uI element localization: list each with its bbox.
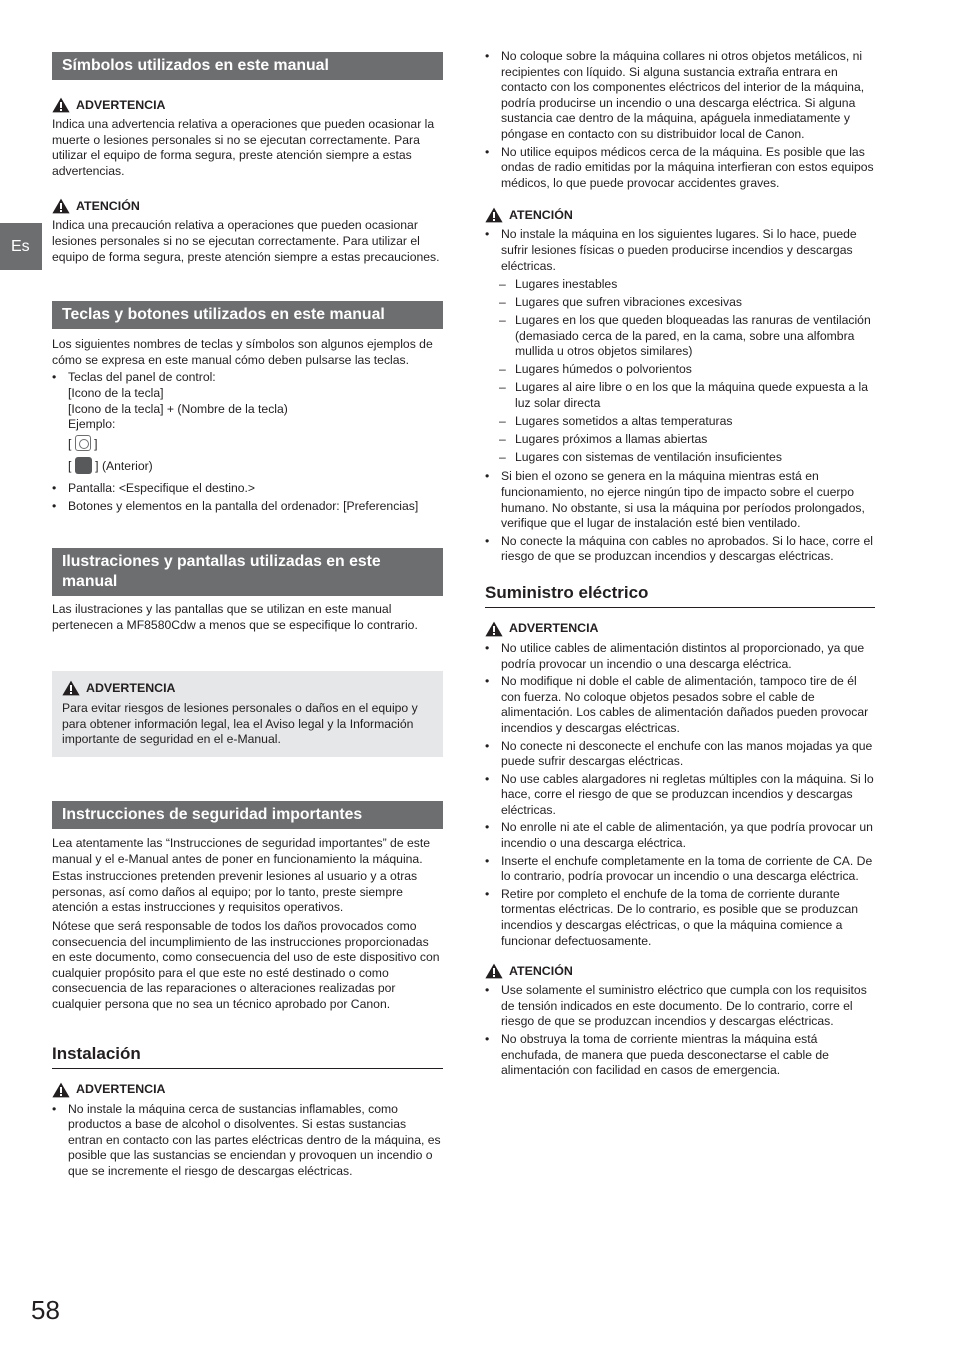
warning-label: ADVERTENCIA	[485, 621, 875, 637]
warning-triangle-icon	[52, 1082, 70, 1098]
warning-triangle-icon	[52, 97, 70, 113]
caution-triangle-icon	[485, 207, 503, 223]
caution-text: Indica una precaución relativa a operaciones que pueden ocasionar lesiones personales si no se ejecutan correctamente. Para utilizar el equipo de forma segura, preste atención siempre a estas precauciones.	[52, 218, 440, 264]
warning-box-text: Para evitar riesgos de lesiones personales o daños en el equipo y para obtener información legal, lea el Aviso legal y la Información importante de seguridad en el e-Manual.	[62, 701, 418, 747]
caution-triangle-icon	[485, 963, 503, 979]
section-heading-symbols: Símbolos utilizados en este manual	[52, 52, 443, 80]
list-item: • Inserte el enchufe completamente en la toma de corriente de CA. De lo contrario, podría provocar un incendio o una descarga eléctrica.	[485, 854, 875, 885]
warning-label: ADVERTENCIA	[52, 1082, 443, 1098]
caution-label: ATENCIÓN	[52, 198, 443, 214]
installation-warning-list	[52, 1102, 443, 1180]
places-list	[485, 277, 875, 465]
list-item: • No use cables alargadores ni regletas múltiples con la máquina. Si lo hace, corre el riesgo de que se produzcan incendios y descargas eléctricas.	[485, 772, 875, 819]
list-item: – Lugares sometidos a altas temperaturas	[499, 414, 875, 430]
list-item: – Lugares en los que queden bloqueadas las ranuras de ventilación (demasiado cerca de la pared, en la cama, sobre una alfombra mullida u otros objetos similares)	[499, 313, 875, 360]
section-heading-installation: Instalación	[52, 1043, 443, 1069]
warning-label: ADVERTENCIA	[62, 680, 433, 696]
keys-intro: Los siguientes nombres de teclas y símbolos son algunos ejemplos de cómo se expresa en este manual cómo deben pulsarse las teclas.	[52, 337, 433, 367]
list-item: • No enrolle ni ate el cable de alimentación, ya que podría provocar un incendio o una descarga eléctrica.	[485, 820, 875, 851]
list-item: • Botones y elementos en la pantalla del ordenador: [Preferencias]	[52, 499, 443, 515]
safety-paragraph-1: Lea atentamente las “Instrucciones de seguridad importantes” de este manual y el e-Manual antes de poner en funcionamiento la máquina.	[52, 836, 431, 866]
installation-caution-list	[485, 227, 875, 565]
list-item: • No utilice cables de alimentación distintos al proporcionado, ya que podría provocar un incendio o una descarga eléctrica.	[485, 641, 875, 672]
list-item: • No instale la máquina cerca de sustancias inflamables, como productos a base de alcohol o disolventes. Si estas sustancias entran en contacto con las partes eléctricas dentro de la máquina, es posible que las sustancias se enciendan y provoquen un incendio o que se incremente el riesgo de descargas eléctricas.	[52, 1102, 443, 1180]
page-number: 58	[31, 1295, 60, 1325]
section-heading-safety: Instrucciones de seguridad importantes	[52, 801, 443, 829]
list-item: • Use solamente el suministro eléctrico que cumpla con los requisitos de tensión indicados en este documento. De lo contrario, corre el riesgo de que se produzcan incendios y descargas eléctricas.	[485, 983, 875, 1030]
safety-paragraph-2: Estas instrucciones pretenden prevenir lesiones al usuario y a otras personas, así como daños al equipo; por lo tanto, preste siempre atención a estas instrucciones y requisitos operativos.	[52, 869, 418, 915]
list-item: • No utilice equipos médicos cerca de la máquina. Es posible que las ondas de radio emitidas por la máquina interfieran con estos equipos médicos, lo que puede provocar accidentes graves.	[485, 145, 875, 192]
list-item: • No obstruya la toma de corriente mientras la máquina está enchufada, de manera que pueda desconectarse el cable de alimentación con facilidad en casos de emergencia.	[485, 1032, 875, 1079]
section-heading-keys: Teclas y botones utilizados en este manual	[52, 301, 443, 329]
warning-text: Indica una advertencia relativa a operaciones que pueden ocasionar la muerte o lesiones personales si no se ejecutan correctamente. Para utilizar el equipo de forma segura, preste atención siempre a estas advertencias.	[52, 117, 435, 178]
list-item: – Lugares que sufren vibraciones excesivas	[499, 295, 875, 311]
installation-warning-list-cont	[485, 49, 875, 191]
list-item: • Pantalla: <Especifique el destino.>	[52, 481, 443, 497]
warning-box	[52, 671, 443, 757]
list-item: • No conecte ni desconecte el enchufe con las manos mojadas ya que puede sufrir descargas eléctricas.	[485, 739, 875, 770]
list-item: • Si bien el ozono se genera en la máquina mientras está en funcionamiento, no ejerce ningún tipo de impacto sobre el cuerpo humano. No obstante, si usa la máquina por períodos prolongados, verifique que el lugar de instalación esté bien ventilado.	[485, 469, 875, 531]
list-item: • No coloque sobre la máquina collares ni otros objetos metálicos, ni recipientes con líquido. Si alguna sustancia extraña entrara en contacto con los componentes eléctricos del interior de la máquina, podría producirse un incendio o una descarga eléctrica. Si alguna sustancia cae dentro de la máquina, apáguela inmediatamente y póngase en contacto con su distribuidor local de Canon.	[485, 49, 875, 143]
key-example-2: [ ] (Anterior)	[68, 459, 153, 474]
key-menu-icon	[75, 435, 91, 451]
power-warning-list	[485, 641, 875, 949]
list-item: – Lugares al aire libre o en los que la máquina quede expuesta a la luz solar directa	[499, 380, 875, 411]
illustrations-text: Las ilustraciones y las pantallas que se utilizan en este manual pertenecen a MF8580Cdw a menos que se especifique lo contrario.	[52, 602, 418, 632]
caution-label: ATENCIÓN	[485, 207, 875, 223]
warning-triangle-icon	[485, 621, 503, 637]
power-caution-list	[485, 983, 875, 1079]
language-tab: Es	[0, 223, 42, 270]
list-item: • Teclas del panel de control: [Icono de la tecla] [Icono de la tecla] + (Nombre de la tecla) Ejemplo: [ ] [ ] (Anterior)	[52, 370, 443, 475]
caution-label: ATENCIÓN	[485, 963, 875, 979]
key-example-1: [ ]	[68, 436, 98, 451]
section-heading-illustrations: Ilustraciones y pantallas utilizadas en este manual	[52, 548, 443, 596]
section-heading-power: Suministro eléctrico	[485, 582, 875, 608]
warning-label: ADVERTENCIA	[52, 97, 443, 113]
right-column	[485, 49, 875, 1079]
list-item: – Lugares húmedos o polvorientos	[499, 362, 875, 378]
list-item: – Lugares inestables	[499, 277, 875, 293]
list-item: • No instale la máquina en los siguientes lugares. Si lo hace, puede sufrir lesiones físicas o pueden producirse incendios y descargas eléctricas. – Lugares inestables – Lugares que sufren vibraciones excesivas – Lugares en los que queden bloqueadas las ranuras de ventilación (demasiado cerca de la pared, en la cama, sobre una alfombra mullida u otros objetos similares) – Lugares húmedos o polvorientos – Lugares al aire libre o en los que la máquina quede expuesta a la luz solar directa – Lugares sometidos a altas temperaturas – Lugares próximos a llamas abiertas – Lugares con sistemas de ventilación insuficientes	[485, 227, 875, 465]
list-item: • No modifique ni doble el cable de alimentación, tampoco tire de él con fuerza. No coloque objetos pesados sobre el cable de alimentación. Los cables de alimentación dañados pueden provocar incendios y descargas eléctricas.	[485, 674, 875, 736]
list-item: – Lugares próximos a llamas abiertas	[499, 432, 875, 448]
keys-list	[52, 370, 443, 514]
list-item: • No conecte la máquina con cables no aprobados. Si lo hace, corre el riesgo de que se produzcan incendios y descargas eléctricas.	[485, 534, 875, 565]
safety-paragraph-3: Nótese que será responsable de todos los daños provocados como consecuencia del incumplimiento de las instrucciones proporcionadas en este documento, como consecuencia del uso de este dispositivo con cualquier propósito para el que este no esté destinado o como consecuencia de las reparaciones o alteraciones realizadas por cualquier persona que no sea un técnico aprobado por Canon.	[52, 919, 440, 1011]
list-item: – Lugares con sistemas de ventilación insuficientes	[499, 450, 875, 466]
list-item: • Retire por completo el enchufe de la toma de corriente durante tormentas eléctricas. De lo contrario, es posible que se produzcan incendios y descargas eléctricas, o que la máquina comience a funcionar defectuosamente.	[485, 887, 875, 949]
key-back-icon	[75, 457, 92, 474]
warning-triangle-icon	[62, 680, 80, 696]
left-column	[52, 52, 443, 1180]
caution-triangle-icon	[52, 198, 70, 214]
